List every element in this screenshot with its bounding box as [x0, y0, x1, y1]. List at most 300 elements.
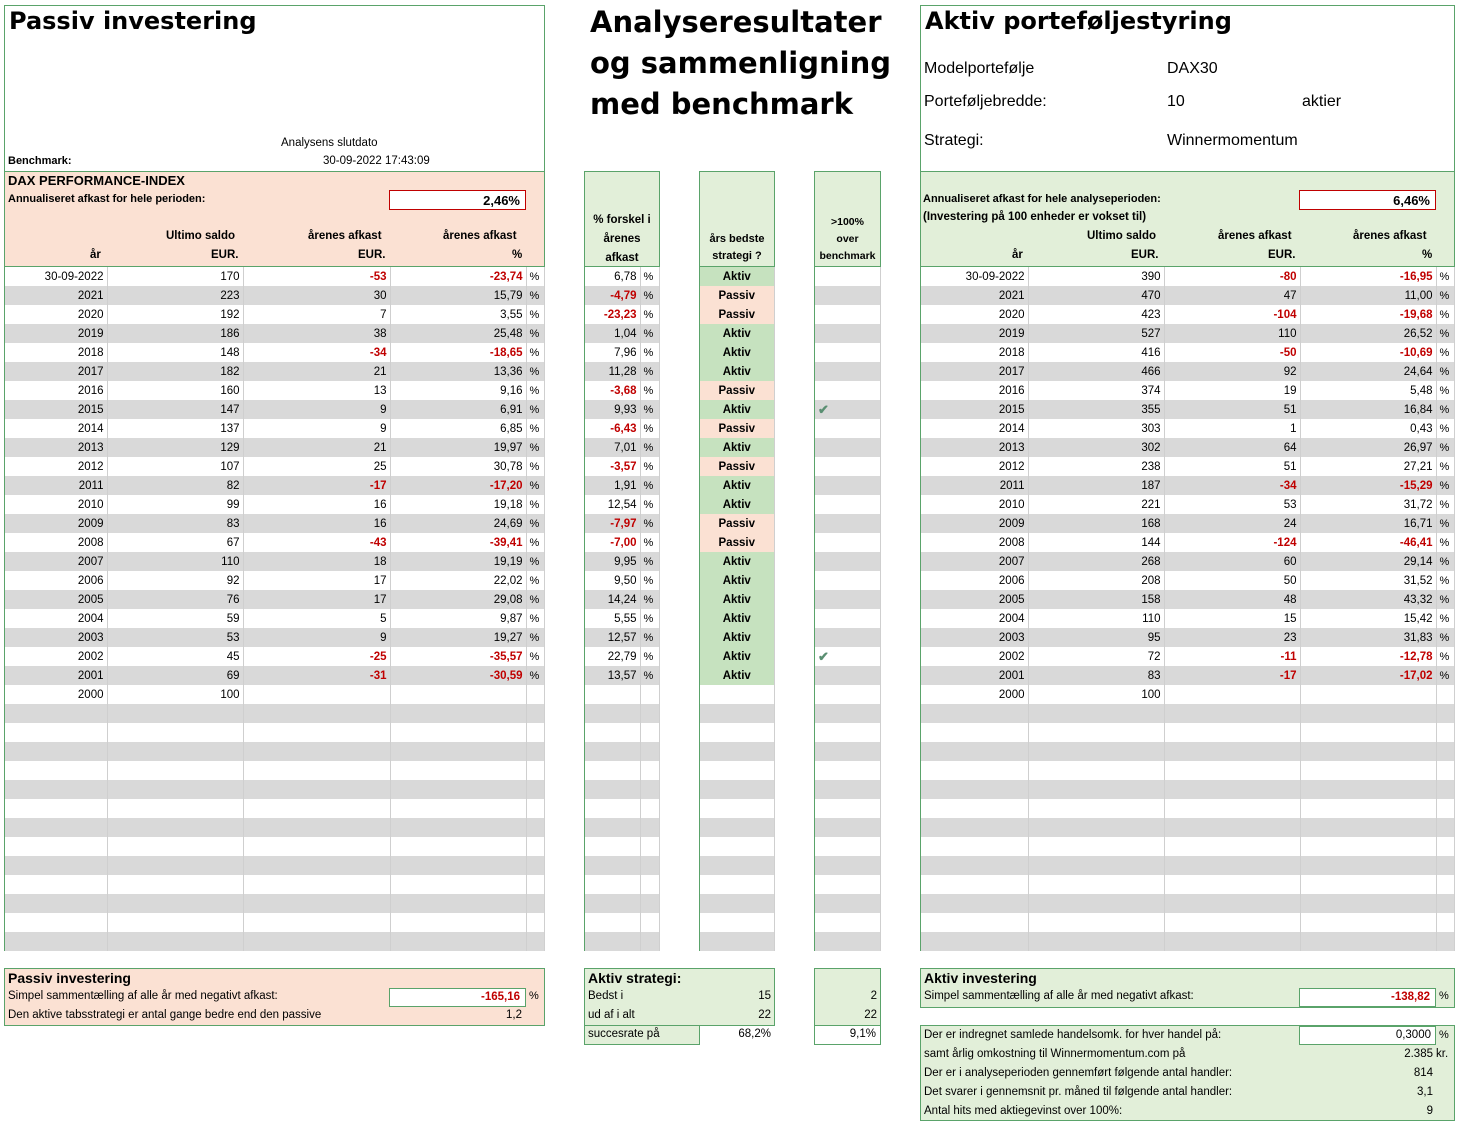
afkast-eur-cell	[1164, 780, 1300, 799]
diff-row	[585, 780, 659, 799]
check-icon: ✔	[818, 401, 829, 417]
afkast-pct-cell	[1300, 799, 1436, 818]
afkast-eur-cell	[243, 723, 390, 742]
table-row	[921, 704, 1454, 723]
afkast-eur-cell: 110	[1164, 324, 1300, 343]
year-cell	[5, 704, 107, 723]
diff-row	[585, 495, 659, 514]
best-strategy-cell	[700, 856, 774, 875]
best-row	[700, 343, 774, 362]
afkast-eur-cell	[243, 799, 390, 818]
best-row	[700, 913, 774, 932]
afkast-pct-cell: 19,18	[390, 495, 526, 514]
best-row	[700, 647, 774, 666]
afkast-eur-cell: -17	[243, 476, 390, 495]
pct-sign-cell	[526, 932, 544, 951]
pct-sign-cell: %	[1436, 305, 1454, 324]
year-cell: 2006	[921, 571, 1028, 590]
saldo-cell: 72	[1028, 647, 1164, 666]
over-row	[815, 514, 880, 533]
afkast-pct-cell: 6,85	[390, 419, 526, 438]
diff-row	[585, 514, 659, 533]
pct-sign-cell	[1436, 704, 1454, 723]
year-cell	[5, 818, 107, 837]
pct-sign-cell: %	[526, 571, 544, 590]
invest-note: (Investering på 100 enheder er vokset til)	[923, 211, 1147, 223]
over-row	[815, 324, 880, 343]
year-cell: 2015	[5, 400, 107, 419]
pct-sign-cell: %	[640, 324, 659, 343]
year-cell: 2014	[921, 419, 1028, 438]
year-cell	[5, 894, 107, 913]
best-strategy-cell	[700, 932, 774, 951]
pct-sign-cell	[1436, 742, 1454, 761]
pct-sign-cell	[1436, 780, 1454, 799]
over-cell	[815, 913, 880, 932]
saldo-cell: 100	[107, 685, 243, 704]
table-row	[5, 457, 544, 476]
diff-row	[585, 609, 659, 628]
afkast-eur-cell	[1164, 856, 1300, 875]
aktiv-strategy-title: Aktiv strategi:	[588, 970, 682, 986]
pct-sign-cell: %	[1436, 267, 1454, 286]
year-cell: 2021	[921, 286, 1028, 305]
best-strategy-cell: Passiv	[700, 419, 774, 438]
middle-title	[590, 2, 891, 125]
afkast-eur-cell: -104	[1164, 305, 1300, 324]
best-strategy-cell: Passiv	[700, 305, 774, 324]
pct-sign-cell: %	[526, 495, 544, 514]
over-cell	[815, 514, 880, 533]
saldo-cell: 374	[1028, 381, 1164, 400]
best-row	[700, 476, 774, 495]
diff-value-cell: 1,91	[585, 476, 640, 495]
year-cell: 2018	[921, 343, 1028, 362]
saldo-cell	[1028, 894, 1164, 913]
afkast-eur-cell	[243, 913, 390, 932]
over-cell	[815, 419, 880, 438]
diff-table	[585, 267, 660, 951]
year-cell: 2005	[5, 590, 107, 609]
afkast-eur-cell	[1164, 799, 1300, 818]
year-cell: 2012	[921, 457, 1028, 476]
saldo-cell	[1028, 799, 1164, 818]
diff-value-cell: 11,28	[585, 362, 640, 381]
active-neg-sum-label: Simpel sammentælling af alle år med negativt afkast:	[924, 990, 1194, 1002]
saldo-cell	[1028, 818, 1164, 837]
table-row	[921, 913, 1454, 932]
saldo-cell: 208	[1028, 571, 1164, 590]
pct-sign-cell: %	[640, 666, 659, 685]
afkast-eur-cell	[243, 894, 390, 913]
year-cell: 2020	[5, 305, 107, 324]
table-row	[921, 761, 1454, 780]
diff-header-line-2: årenes	[603, 233, 641, 245]
afkast-eur-cell: 7	[243, 305, 390, 324]
saldo-cell: 355	[1028, 400, 1164, 419]
table-row	[921, 590, 1454, 609]
middle-title-line-3: med benchmark	[590, 87, 854, 121]
best-row	[700, 685, 774, 704]
over-row	[815, 609, 880, 628]
saldo-cell: 268	[1028, 552, 1164, 571]
best-strategy-cell: Aktiv	[700, 324, 774, 343]
active-col-afkast-unit: EUR.	[1268, 249, 1296, 261]
saldo-cell: 423	[1028, 305, 1164, 324]
afkast-pct-cell: -35,57	[390, 647, 526, 666]
year-cell	[921, 875, 1028, 894]
year-cell	[5, 856, 107, 875]
over-cell	[815, 381, 880, 400]
diff-row	[585, 685, 659, 704]
over-cell	[815, 628, 880, 647]
afkast-eur-cell	[1164, 723, 1300, 742]
table-row	[5, 552, 544, 571]
end-date-value: 30-09-2022 17:43:09	[323, 155, 430, 167]
best-row	[700, 894, 774, 913]
over-cell	[815, 305, 880, 324]
saldo-cell: 192	[107, 305, 243, 324]
year-cell: 2011	[5, 476, 107, 495]
afkast-eur-cell: 19	[1164, 381, 1300, 400]
pct-sign-cell	[526, 780, 544, 799]
saldo-cell: 53	[107, 628, 243, 647]
afkast-pct-cell	[1300, 894, 1436, 913]
diff-row	[585, 590, 659, 609]
afkast-eur-cell: 17	[243, 590, 390, 609]
table-row	[5, 894, 544, 913]
active-title: Aktiv porteføljestyring	[925, 7, 1232, 35]
best-row	[700, 932, 774, 951]
diff-value-cell: 5,55	[585, 609, 640, 628]
pct-sign-cell: %	[526, 628, 544, 647]
year-cell: 2016	[5, 381, 107, 400]
pct-sign-cell: %	[526, 286, 544, 305]
afkast-pct-cell: 29,14	[1300, 552, 1436, 571]
active-neg-sum-value: -138,82	[1299, 988, 1436, 1007]
pct-sign-cell	[526, 913, 544, 932]
pct-sign-cell: %	[640, 286, 659, 305]
model-value: DAX30	[1167, 60, 1218, 77]
best-row	[700, 305, 774, 324]
pct-sign-cell	[640, 704, 659, 723]
afkast-eur-cell	[1164, 894, 1300, 913]
table-row	[5, 362, 544, 381]
afkast-eur-cell: 9	[243, 400, 390, 419]
saldo-cell	[107, 932, 243, 951]
pct-sign-cell: %	[526, 590, 544, 609]
over-cell	[815, 742, 880, 761]
diff-value-cell: 14,24	[585, 590, 640, 609]
table-row	[5, 742, 544, 761]
over-header-line-2: over	[836, 233, 859, 245]
afkast-eur-cell: -34	[243, 343, 390, 362]
afkast-pct-cell	[1300, 818, 1436, 837]
afkast-pct-cell: 19,97	[390, 438, 526, 457]
afkast-pct-cell: -30,59	[390, 666, 526, 685]
success-rate: 68,2%	[699, 1026, 775, 1045]
diff-row	[585, 343, 659, 362]
pct-sign-cell	[526, 685, 544, 704]
saldo-cell	[107, 742, 243, 761]
pct-sign-cell	[640, 742, 659, 761]
saldo-cell: 67	[107, 533, 243, 552]
monthly-value: 3,1	[1417, 1086, 1433, 1098]
afkast-pct-cell: -18,65	[390, 343, 526, 362]
afkast-eur-cell	[1164, 913, 1300, 932]
saldo-cell: 303	[1028, 419, 1164, 438]
saldo-cell	[107, 894, 243, 913]
pct-sign-cell: %	[640, 305, 659, 324]
pct-sign-cell	[640, 837, 659, 856]
diff-value-cell	[585, 761, 640, 780]
pct-sign-cell: %	[1436, 419, 1454, 438]
pct-sign-cell: %	[1436, 324, 1454, 343]
pct-sign-cell: %	[526, 666, 544, 685]
table-row	[5, 666, 544, 685]
over-row	[815, 495, 880, 514]
diff-row	[585, 628, 659, 647]
table-row	[921, 780, 1454, 799]
afkast-pct-cell	[1300, 780, 1436, 799]
afkast-eur-cell	[1164, 685, 1300, 704]
table-row	[921, 400, 1454, 419]
saldo-cell: 82	[107, 476, 243, 495]
best-row	[700, 324, 774, 343]
afkast-pct-cell: 9,87	[390, 609, 526, 628]
table-row	[5, 761, 544, 780]
afkast-eur-cell: 9	[243, 628, 390, 647]
table-row	[5, 647, 544, 666]
cost-pct: %	[1439, 1029, 1449, 1041]
diff-value-cell: 13,57	[585, 666, 640, 685]
pct-sign-cell: %	[1436, 381, 1454, 400]
afkast-pct-cell: 9,16	[390, 381, 526, 400]
year-cell: 2007	[921, 552, 1028, 571]
year-cell	[921, 932, 1028, 951]
best-strategy-cell: Passiv	[700, 457, 774, 476]
table-row	[5, 799, 544, 818]
table-row	[921, 476, 1454, 495]
over-row	[815, 400, 880, 419]
afkast-pct-cell: 13,36	[390, 362, 526, 381]
diff-row	[585, 324, 659, 343]
best-row	[700, 837, 774, 856]
over-row	[815, 685, 880, 704]
afkast-pct-cell: 22,02	[390, 571, 526, 590]
year-cell	[5, 913, 107, 932]
afkast-eur-cell: 51	[1164, 457, 1300, 476]
diff-value-cell: -4,79	[585, 286, 640, 305]
saldo-cell: 144	[1028, 533, 1164, 552]
best-row	[700, 856, 774, 875]
afkast-eur-cell: 5	[243, 609, 390, 628]
diff-row	[585, 818, 659, 837]
afkast-pct-cell: 24,69	[390, 514, 526, 533]
best-strategy-cell: Aktiv	[700, 609, 774, 628]
saldo-cell: 95	[1028, 628, 1164, 647]
pct-sign-cell	[640, 894, 659, 913]
over-row	[815, 457, 880, 476]
afkast-pct-cell	[1300, 932, 1436, 951]
diff-value-cell	[585, 913, 640, 932]
active-col-pct: årenes afkast	[1353, 230, 1427, 242]
pct-sign-cell: %	[640, 533, 659, 552]
table-row	[921, 362, 1454, 381]
pct-sign-cell: %	[526, 305, 544, 324]
diff-row	[585, 666, 659, 685]
table-row	[921, 381, 1454, 400]
pct-sign-cell: %	[526, 381, 544, 400]
afkast-pct-cell: 31,83	[1300, 628, 1436, 647]
best-row	[700, 400, 774, 419]
saldo-cell: 168	[1028, 514, 1164, 533]
diff-row	[585, 704, 659, 723]
afkast-pct-cell: 0,43	[1300, 419, 1436, 438]
year-cell: 2009	[5, 514, 107, 533]
over-cell	[815, 324, 880, 343]
saldo-cell	[107, 837, 243, 856]
saldo-cell	[107, 875, 243, 894]
year-cell	[5, 932, 107, 951]
afkast-pct-cell	[390, 761, 526, 780]
over-row	[815, 571, 880, 590]
saldo-cell: 187	[1028, 476, 1164, 495]
afkast-eur-cell	[243, 837, 390, 856]
passive-table	[5, 267, 545, 951]
best-row	[700, 362, 774, 381]
over-cell	[815, 552, 880, 571]
saldo-cell: 148	[107, 343, 243, 362]
saldo-cell	[1028, 932, 1164, 951]
pct-sign-cell: %	[526, 324, 544, 343]
afkast-eur-cell	[243, 875, 390, 894]
pct-sign-cell	[1436, 761, 1454, 780]
over-row	[815, 628, 880, 647]
over-row	[815, 780, 880, 799]
afkast-eur-cell	[243, 932, 390, 951]
saldo-cell: 110	[1028, 609, 1164, 628]
diff-value-cell: 22,79	[585, 647, 640, 666]
afkast-eur-cell	[1164, 761, 1300, 780]
pct-sign-cell	[1436, 894, 1454, 913]
afkast-pct-cell: 26,52	[1300, 324, 1436, 343]
passive-col-pct: årenes afkast	[443, 230, 517, 242]
pct-sign-cell: %	[1436, 666, 1454, 685]
diff-value-cell	[585, 704, 640, 723]
over-cell	[815, 666, 880, 685]
afkast-eur-cell: 16	[243, 495, 390, 514]
over-cell	[815, 286, 880, 305]
afkast-pct-cell	[390, 685, 526, 704]
pct-sign-cell	[640, 856, 659, 875]
best-strategy-cell: Passiv	[700, 286, 774, 305]
year-cell	[5, 875, 107, 894]
pct-sign-cell: %	[640, 647, 659, 666]
year-cell: 2001	[921, 666, 1028, 685]
pct-sign-cell	[526, 856, 544, 875]
afkast-eur-cell: 21	[243, 438, 390, 457]
afkast-pct-cell	[1300, 723, 1436, 742]
over-cell	[815, 818, 880, 837]
passive-col-afkast: årenes afkast	[308, 230, 382, 242]
saldo-cell	[1028, 875, 1164, 894]
best-header-line-1: års bedste	[709, 233, 765, 245]
year-cell: 2003	[5, 628, 107, 647]
afkast-eur-cell: 51	[1164, 400, 1300, 419]
best-strategy-cell	[700, 780, 774, 799]
saldo-cell: 147	[107, 400, 243, 419]
year-cell: 2009	[921, 514, 1028, 533]
pct-sign-cell	[640, 780, 659, 799]
active-annual-label: Annualiseret afkast for hele analyseperioden:	[923, 193, 1161, 205]
pct-sign-cell: %	[640, 571, 659, 590]
best-strategy-cell	[700, 913, 774, 932]
table-row	[921, 419, 1454, 438]
diff-value-cell: -7,97	[585, 514, 640, 533]
afkast-pct-cell: 30,78	[390, 457, 526, 476]
table-row	[5, 324, 544, 343]
over-cell	[815, 894, 880, 913]
strategy-label: Strategi:	[924, 132, 984, 149]
over-header-line-1: >100%	[831, 216, 864, 228]
diff-row	[585, 457, 659, 476]
year-cell	[921, 761, 1028, 780]
pct-sign-cell	[1436, 818, 1454, 837]
afkast-pct-cell: -16,95	[1300, 267, 1436, 286]
table-row	[921, 799, 1454, 818]
over-row	[815, 799, 880, 818]
pct-sign-cell: %	[640, 552, 659, 571]
afkast-eur-cell: 60	[1164, 552, 1300, 571]
table-row	[5, 609, 544, 628]
table-row	[5, 704, 544, 723]
over-row	[815, 286, 880, 305]
pct-sign-cell: %	[1436, 571, 1454, 590]
best-header-line-2: strategi ?	[712, 250, 762, 262]
passive-annual-label: Annualiseret afkast for hele perioden:	[8, 193, 206, 205]
pct-sign-cell: %	[1436, 628, 1454, 647]
year-cell: 30-09-2022	[921, 267, 1028, 286]
afkast-pct-cell: 16,71	[1300, 514, 1436, 533]
passive-col-saldo: Ultimo saldo	[166, 230, 236, 242]
diff-value-cell: 12,54	[585, 495, 640, 514]
diff-header-line-1: % forskel i	[593, 214, 651, 226]
pct-sign-cell: %	[1436, 286, 1454, 305]
afkast-eur-cell: -50	[1164, 343, 1300, 362]
pct-sign-cell: %	[526, 514, 544, 533]
saldo-cell: 76	[107, 590, 243, 609]
pct-sign-cell	[1436, 837, 1454, 856]
pct-sign-cell	[640, 723, 659, 742]
diff-row	[585, 932, 659, 951]
over-row	[815, 875, 880, 894]
best-strategy-cell	[700, 837, 774, 856]
diff-header	[585, 211, 659, 268]
afkast-pct-cell	[1300, 742, 1436, 761]
year-cell: 2008	[5, 533, 107, 552]
table-row	[921, 723, 1454, 742]
saldo-cell: 470	[1028, 286, 1164, 305]
passive-col-pct-unit: %	[512, 249, 523, 261]
afkast-pct-cell: 6,91	[390, 400, 526, 419]
diff-value-cell	[585, 685, 640, 704]
year-cell: 2017	[921, 362, 1028, 381]
best-strategy-cell: Aktiv	[700, 628, 774, 647]
year-cell: 2011	[921, 476, 1028, 495]
afkast-eur-cell	[243, 761, 390, 780]
best-strategy-cell	[700, 894, 774, 913]
